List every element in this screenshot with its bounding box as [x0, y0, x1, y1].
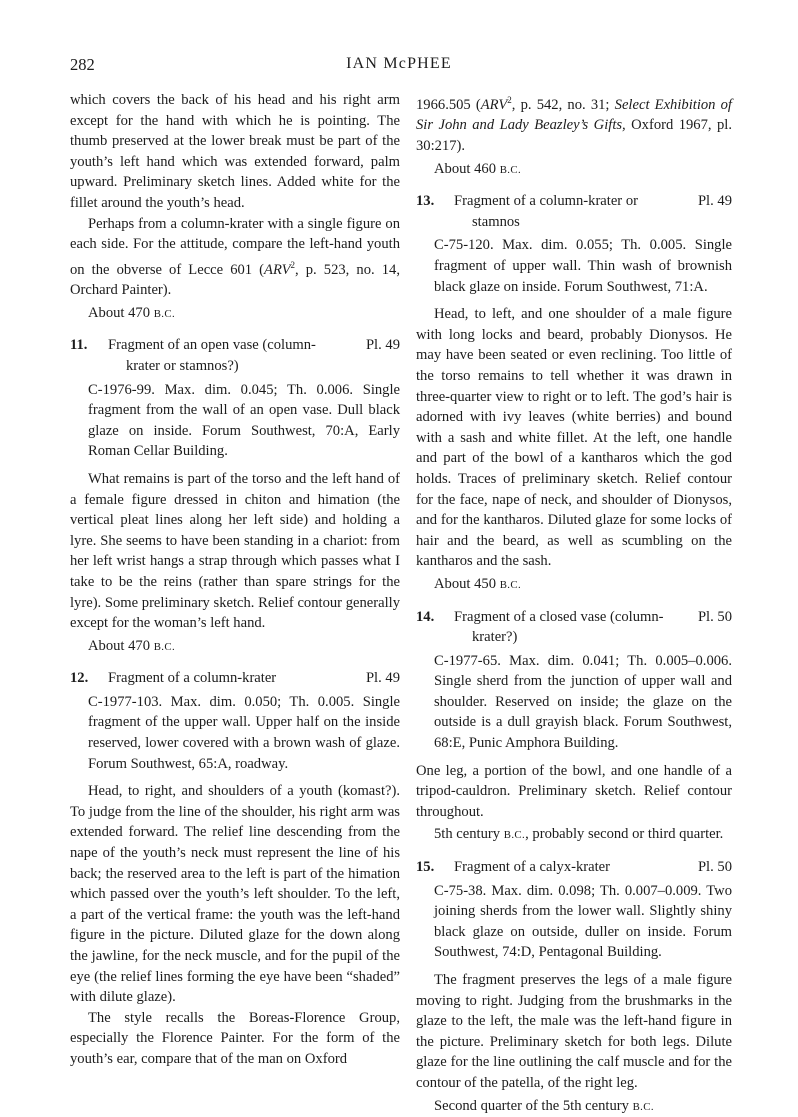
catalogue-heading-12: 12. Fragment of a column-krater Pl. 49: [70, 668, 400, 689]
date-line: About 470 B.C.: [88, 304, 176, 321]
plate-reference: Pl. 50: [697, 859, 732, 876]
catalogue-meta-15: C-75-38. Max. dim. 0.098; Th. 0.007–0.009. Two joining sherds from the lower wall. Slightly shiny black glaze on outside, duller on inside. Forum Southwest, 74:D, Pentagonal Building.: [434, 882, 732, 961]
catalogue-description-15: The fragment preserves the legs of a male figure moving to right. Judging from the brushmarks in the glaze to the left, the male was the left-hand figure in the picture. Preliminary sketch for both legs. Dilute glaze for the line outlining the calf muscle and for the contour of the patella, of the right leg.: [416, 972, 732, 1091]
date-line: Second quarter of the 5th century B.C.: [434, 1097, 654, 1114]
date-line: About 460 B.C.: [434, 160, 522, 177]
page-number: 282: [70, 55, 95, 74]
catalogue-heading-15: 15. Fragment of a calyx-krater Pl. 50: [416, 857, 732, 878]
catalogue-meta-13: C-75-120. Max. dim. 0.055; Th. 0.005. Single fragment of upper wall. Thin wash of brownish black glaze on inside. Forum Southwest, 71:A.: [434, 237, 732, 295]
catalogue-heading-14: 14. Fragment of a closed vase (column- krater?) Pl. 50: [416, 608, 732, 646]
continued-reference: 1966.505 (ARV$^2$, p. 542, no. 31; Select Exhibition of Sir John and Lady Beazley’s Gifts, Oxford 1967, pl. 30:217).: [416, 95, 732, 155]
catalogue-meta-11: C-1976-99. Max. dim. 0.045; Th. 0.006. Single fragment from the wall of an open vase. Dull black glaze on inside. Forum Southwest, 70:A, Early Roman Cellar Building.: [88, 381, 400, 460]
date-line: About 470 B.C.: [88, 637, 176, 654]
catalogue-description-12: Head, to right, and shoulders of a youth (komast?). To judge from the line of the shoulder, his right arm was extended forward. The relief line descending from the nape of the youth’s neck must represent the line of his back; the reserved area to the left is part of the himation which passed over the youth’s left shoulder. To the left, a part of the vertical frame: the youth was the left-hand figure in the picture. Diluted glaze for the down along the jawline, for the neck muscle, and for the pupil of the eye (the relief lines forming the eye have been “shaded” with dilute glaze).: [70, 783, 400, 1006]
catalogue-style-12: The style recalls the Boreas-Florence Group, especially the Florence Painter. For the form of the youth’s ear, compare that of the man on Oxford: [70, 1009, 400, 1067]
comparison-paragraph: Perhaps from a column-krater with a single figure on each side. For the attitude, compare the left-hand youth on the obverse of Lecce 601 (ARV$^2$, p. 523, no. 14, Orchard Painter).: [70, 215, 400, 299]
continued-paragraph: which covers the back of his head and his right arm except for the hand with which he is pointing. The thumb preserved at the lower break must be part of the youth’s left hand which was extended forward, palm upward. Preliminary sketch lines. Added white for the fillet around the youth’s head.: [70, 92, 400, 211]
plate-reference: Pl. 49: [697, 193, 732, 210]
plate-reference: Pl. 50: [697, 608, 732, 625]
running-head-author: IAN McPHEE: [346, 55, 452, 72]
date-line: About 450 B.C.: [434, 575, 522, 592]
catalogue-heading-13: 13. Fragment of a column-krater or stamnos Pl. 49: [416, 193, 732, 230]
plate-reference: Pl. 49: [365, 337, 400, 354]
catalogue-description-11: What remains is part of the torso and the left hand of a female figure dressed in chiton and himation (the vertical pleat lines along her left side) and holding a lyre. She seems to have been standing in a chariot: from her left wrist hangs a strap through which passes what I take to be the reins (rather than spare strings for the lyre). Some preliminary sketch. Relief contour generally except for the woman’s left hand.: [70, 470, 400, 632]
catalogue-description-14: One leg, a portion of the bowl, and one handle of a tripod-cauldron. Preliminary sketch. Relief contour throughout.: [416, 762, 732, 820]
plate-reference: Pl. 49: [365, 670, 400, 687]
right-column: [416, 90, 732, 1117]
date-line: 5th century B.C., probably second or third quarter.: [434, 826, 724, 843]
catalogue-meta-12: C-1977-103. Max. dim. 0.050; Th. 0.005. Single fragment of the upper wall. Upper half on the inside reserved, lower covered with a brown wash of glaze. Forum Southwest, 65:A, roadway.: [88, 693, 400, 772]
left-column: [70, 90, 400, 1070]
catalogue-heading-11: 11. Fragment of an open vase (column- krater or stamnos?) Pl. 49: [70, 337, 400, 374]
catalogue-meta-14: C-1977-65. Max. dim. 0.041; Th. 0.005–0.006. Single sherd from the junction of upper wall and shoulder. Reserved on inside; the glaze on the outside is a dull grayish black. Forum Southwest, 68:E, Punic Amphora Building.: [434, 652, 732, 752]
catalogue-description-13: Head, to left, and one shoulder of a male figure with long locks and beard, probably Dionysos. He may have been seated or even reclining. Too little of the torso remains to tell whether it was drawn in three-quarter view to right or to left. The god’s hair is adorned with ivy leaves (white berries) and bound with a sash and white fillet. At the left, one handle and part of the bowl of a kantharos which the god holds. Traces of preliminary sketch. Relief contour for the face, nape of neck, and shoulder of Dionysos, and for the kantharos. Diluted glaze for some locks of hair and the beard, as well as scumbling on the kantharos and the sash.: [416, 306, 732, 570]
